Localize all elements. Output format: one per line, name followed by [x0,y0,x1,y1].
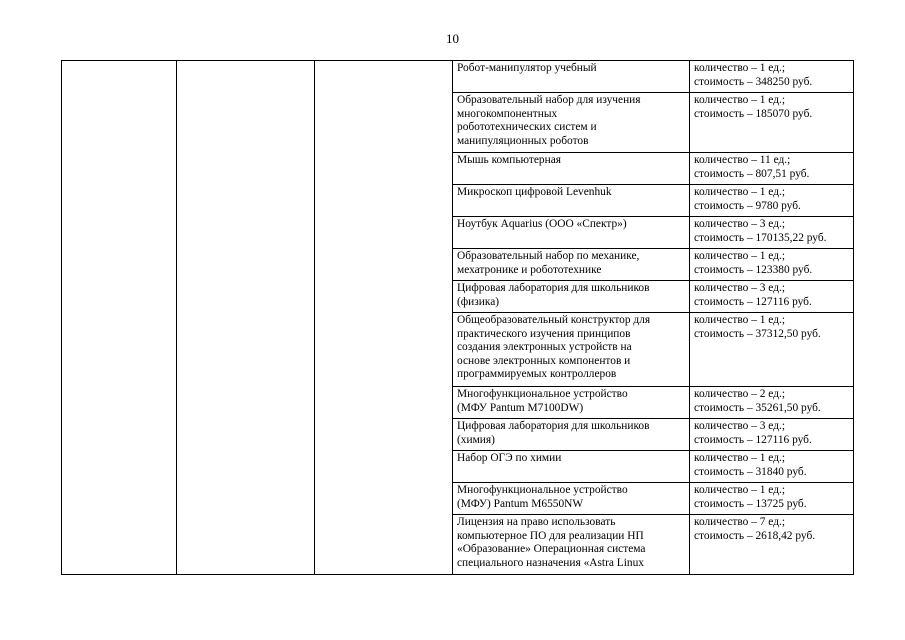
item-name-line: манипуляционных роботов [457,134,589,147]
cost-text: стоимость – 13725 руб. [694,497,807,510]
item-name-line: Общеобразовательный конструктор для [457,314,651,326]
item-details-cell [690,387,854,419]
item-name-line: Робот-манипулятор учебный [457,62,597,74]
quantity-text: количество – 1 ед.; [694,62,786,74]
item-name-line: Мышь компьютерная [457,154,562,166]
empty-merged-cell [62,61,177,575]
item-details-cell [690,419,854,451]
quantity-text: количество – 1 ед.; [694,186,786,198]
empty-merged-cell [315,61,453,575]
item-name-line: Микроскоп цифровой Levenhuk [457,186,612,198]
item-name-line: мехатронике и робототехнике [457,263,602,276]
item-name-line: Набор ОГЭ по химии [457,452,562,464]
item-name-cell [453,451,690,483]
item-name-cell [453,93,690,153]
item-name-line: (МФУ Pantum M7100DW) [457,401,584,414]
item-name-cell [453,483,690,515]
item-name-cell [453,185,690,217]
quantity-text: количество – 3 ед.; [694,218,786,230]
item-details-cell [690,93,854,153]
item-details-cell [690,217,854,249]
item-name-cell [453,419,690,451]
table-row [62,61,854,93]
quantity-text: количество – 3 ед.; [694,282,786,294]
cost-text: стоимость – 807,51 руб. [694,167,810,180]
item-name-line: Цифровая лаборатория для школьников [457,420,650,432]
item-name-line: Многофункциональное устройство [457,388,628,400]
item-name-cell [453,313,690,387]
item-name-line: практического изучения принципов [457,327,631,340]
item-name-line: Образовательный набор по механике, [457,250,640,262]
cost-text: стоимость – 31840 руб. [694,465,807,478]
cost-text: стоимость – 2618,42 руб. [694,529,816,542]
item-name-line: Цифровая лаборатория для школьников [457,282,650,294]
item-name-line: (физика) [457,295,500,308]
item-name-line: «Образование» Операционная система [457,543,646,556]
quantity-text: количество – 1 ед.; [694,452,786,464]
item-name-line: программируемых контроллеров [457,368,617,381]
item-details-cell [690,61,854,93]
item-name-line: основе электронных компонентов и [457,354,631,367]
quantity-text: количество – 1 ед.; [694,484,786,496]
equipment-table [61,60,854,575]
cost-text: стоимость – 35261,50 руб. [694,401,821,414]
item-name-line: Ноутбук Aquarius (ООО «Спектр») [457,218,627,230]
quantity-text: количество – 1 ед.; [694,314,786,326]
quantity-text: количество – 1 ед.; [694,94,786,106]
cost-text: стоимость – 127116 руб. [694,433,812,446]
item-name-line: (химия) [457,433,495,446]
item-name-line: специального назначения «Astra Linux [457,556,644,569]
item-details-cell [690,185,854,217]
item-name-line: компьютерное ПО для реализации НП [457,529,644,542]
cost-text: стоимость – 37312,50 руб. [694,327,821,340]
quantity-text: количество – 7 ед.; [694,516,786,528]
item-details-cell [690,483,854,515]
item-details-cell [690,515,854,575]
item-name-cell [453,61,690,93]
item-details-cell [690,451,854,483]
item-name-line: (МФУ) Pantum M6550NW [457,497,584,510]
quantity-text: количество – 2 ед.; [694,388,786,400]
item-name-cell [453,281,690,313]
item-name-cell [453,217,690,249]
cost-text: стоимость – 123380 руб. [694,263,813,276]
item-name-cell [453,515,690,575]
item-name-cell [453,387,690,419]
page-number: 10 [446,31,459,46]
quantity-text: количество – 3 ед.; [694,420,786,432]
item-name-cell [453,249,690,281]
item-name-line: Лицензия на право использовать [457,516,616,528]
quantity-text: количество – 11 ед.; [694,154,791,166]
cost-text: стоимость – 170135,22 руб. [694,231,827,244]
item-name-cell [453,153,690,185]
cost-text: стоимость – 9780 руб. [694,199,801,212]
item-name-line: создания электронных устройств на [457,341,632,354]
cost-text: стоимость – 185070 руб. [694,107,813,120]
item-details-cell [690,281,854,313]
cost-text: стоимость – 348250 руб. [694,75,813,88]
item-name-line: робототехнических систем и [457,121,597,134]
empty-merged-cell [177,61,315,575]
item-details-cell [690,249,854,281]
quantity-text: количество – 1 ед.; [694,250,786,262]
table-body [62,61,854,575]
item-name-line: Образовательный набор для изучения [457,94,641,106]
item-details-cell [690,153,854,185]
item-name-line: Многофункциональное устройство [457,484,628,496]
item-details-cell [690,313,854,387]
cost-text: стоимость – 127116 руб. [694,295,812,308]
item-name-line: многокомпонентных [457,107,558,120]
